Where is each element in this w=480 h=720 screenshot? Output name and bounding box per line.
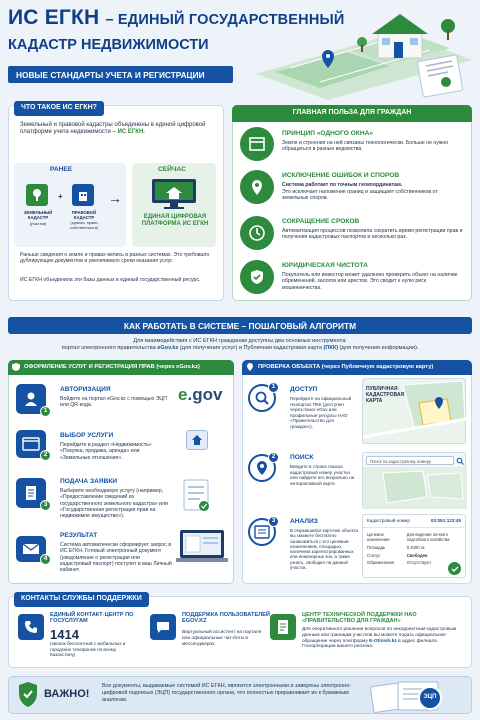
- map-label: ПУБЛИЧНАЯ КАДАСТРОВАЯ КАРТА: [366, 386, 405, 404]
- one-window-icon: [240, 127, 274, 161]
- left-step-2-title: ВЫБОР УСЛУГИ: [60, 432, 114, 439]
- support-document-icon: [270, 614, 296, 640]
- important-text: Все документы, выдаваемые системой ИС ЕГКН, являются электронными и заверены электронно-цифровой подписью (ЭЦП) государственного органа, что полностью приравнивает их к бумажным аналогам.: [102, 683, 351, 703]
- now-label: СЕЙЧАС: [158, 166, 186, 173]
- cadastre-search-input[interactable]: Поиск по кадастровому номеру: [366, 456, 454, 465]
- left-step-4-number: 4: [40, 554, 51, 565]
- table-row: Площадь 0,1000 га: [367, 544, 425, 550]
- before-label: РАНЕЕ: [50, 166, 73, 173]
- right-step-2-number: 2: [268, 452, 279, 463]
- platform-monitor-icon: [150, 177, 198, 211]
- e-otinish-link[interactable]: E-Otinish.kz: [369, 638, 397, 644]
- right-step-1-number: 1: [268, 382, 279, 393]
- contact-1-title: ЕДИНЫЙ КОНТАКТ-ЦЕНТР ПО ГОСУСЛУГАМ: [50, 612, 134, 625]
- contact-3-title: ЦЕНТР ТЕХНИЧЕСКОЙ ПОДДЕРЖКИ НАО «ПРАВИТЕЛЬСТВО ДЛЯ ГРАЖДАН»: [302, 612, 417, 625]
- table-row: Статус Свободен: [367, 552, 428, 558]
- important-label: ВАЖНО!: [44, 688, 90, 700]
- plus-sign: +: [58, 192, 63, 201]
- object-number-row: Кадастровый номер 03:051:123:45: [363, 515, 465, 528]
- left-step-3-title: ПОДАЧА ЗАЯВКИ: [60, 478, 118, 485]
- left-step-4-title: РЕЗУЛЬТАТ: [60, 532, 98, 539]
- table-row: Обременения Отсутствуют: [367, 560, 432, 566]
- what-is-title: ЧТО ТАКОЕ ИС ЕГКН?: [14, 101, 104, 116]
- benefit-4-text: Покупатель или инвестор может удаленно проверить объект на наличие обременений, залогов или арестов. Это сводит к нулю риск мошенничества.: [282, 272, 458, 291]
- what-para1: Раньше сведения о земле и правах велись в разных системах. Это требовало дублирующих документов и увеличивало сроки оказания услуг.: [20, 252, 210, 265]
- page-title-line2: КАДАСТР НЕДВИЖИМОСТИ: [8, 37, 209, 53]
- benefits-title: ГЛАВНАЯ ПОЛЬЗА ДЛЯ ГРАЖДАН: [232, 105, 472, 122]
- benefit-2-text: Это исключает наложение границ и защищает собственников от земельных споров.: [282, 189, 438, 202]
- left-step-4-text: Система автоматически сформирует запрос в ИС ЕГКН. Готовый электронный документ (уведомление о регистрации или кадастровый паспорт) поступит в ваш Личный кабинет.: [60, 542, 172, 574]
- shield-small-icon: [11, 362, 21, 372]
- legal-cadastre-sub: (здания, право собственности): [69, 220, 99, 230]
- shield-check-large-icon: [16, 680, 40, 710]
- how-title: КАК РАБОТАТЬ В СИСТЕМЕ – ПОШАГОВЫЙ АЛГОРИТМ: [8, 317, 472, 334]
- pin-small-icon: [245, 362, 255, 372]
- contact-1-text: (звонок бесплатный с мобильных и городских телефонов по всему Казахстану): [50, 641, 126, 658]
- arrow-icon: →: [108, 190, 122, 206]
- left-step-1-title: АВТОРИЗАЦИЯ: [60, 386, 111, 393]
- how-intro2: портал электронного правительства eGov.kz (для получения услуг) и Публичная кадастровая карта (ПКК) (для получения информации).: [61, 345, 419, 351]
- land-cadastre-sub: (участки): [29, 221, 47, 226]
- benefit-3-title: СОКРАЩЕНИЕ СРОКОВ: [282, 218, 360, 225]
- object-attributes-table: [363, 530, 465, 568]
- platform-label: ЕДИНАЯ ЦИФРОВАЯ ПЛАТФОРМА ИС ЕГКН: [141, 214, 209, 227]
- laptop-icon: [174, 528, 230, 568]
- left-step-2-text: Перейдите в раздел «Недвижимость» «Покупка, продажа, аренда» или «Земельные отношения».: [60, 442, 152, 461]
- legal-cadastre-label: ПРАВОВОЙ КАДАСТР: [71, 210, 97, 220]
- right-step-1-text: Перейдите на официальный геопортал ПКК (доступен через поиск eGov или профильные ресурсы НАО «Правительство для граждан»).: [290, 396, 352, 429]
- right-step-3-number: 3: [268, 516, 279, 527]
- right-step-3-text: В открывшейся карточке объекта вы сможете бесплатно ознакомиться с его целевым назначением, площадью, наличием зарегистрированных или инженерных зон, а также узнать, свободен ли данный участок.: [290, 528, 358, 571]
- benefit-2-title: ИСКЛЮЧЕНИЕ ОШИБОК И СПОРОВ: [282, 172, 400, 179]
- benefit-4-title: ЮРИДИЧЕСКАЯ ЧИСТОТА: [282, 262, 368, 269]
- ecp-badge: ЭЦП: [418, 686, 442, 710]
- form-mockup-icon: [182, 478, 212, 512]
- shield-check-icon: [240, 260, 274, 294]
- contacts-title: КОНТАКТЫ СЛУЖБЫ ПОДДЕРЖКИ: [14, 592, 149, 607]
- left-step-3-text: Выберите необходимую услугу (например, «Предоставление сведений из государственного земельного кадастра» или «Государственная регистрация прав на недвижимое имущество»).: [60, 488, 168, 520]
- contact-1-number: 1414: [50, 627, 79, 642]
- status-check-icon: [448, 562, 461, 575]
- title-rest: – ЕДИНЫЙ ГОСУДАРСТВЕННЫЙ: [105, 12, 345, 28]
- benefit-2-lead: Система работает по точным геокоординатам.: [282, 182, 403, 188]
- title-main: ИС ЕГКН: [8, 6, 100, 29]
- land-cadastre-icon: [26, 184, 48, 206]
- how-intro1: Для взаимодействия с ИС ЕГКН гражданам доступны два основных инструмента:: [133, 338, 347, 344]
- hero-illustration: [250, 2, 476, 102]
- right-step-2-text: Введите в строке поиска кадастровый номер участка или найдите его визуально на интерактивной карте.: [290, 464, 355, 486]
- egov-logo: e.gov: [178, 385, 223, 404]
- legal-cadastre-icon: [72, 184, 94, 206]
- clock-icon: [240, 216, 274, 250]
- house-tile-icon[interactable]: [186, 430, 208, 450]
- left-step-2-number: 2: [40, 450, 51, 461]
- what-intro: Земельный и правовой кадастры объединены в единой цифровой платформе учета недвижимости – ИС ЕГКН.: [20, 122, 206, 136]
- right-step-1-title: ДОСТУП: [290, 386, 318, 393]
- contact-3-text: Для оперативного решения вопросов по некорректным кадастровым данным или границам участков вы можете подать официальное обращение через платформу E-Otinish.kz в адрес филиала Госкорпорации вашего региона.: [302, 627, 457, 650]
- land-cadastre-label: ЗЕМЕЛЬНЫЙ КАДАСТР: [23, 210, 53, 220]
- chat-icon: [150, 614, 176, 640]
- left-step-1-text: Войдите на портал eGov.kz с помощью ЭЦП или QR-кода.: [60, 396, 167, 409]
- pkk-title: ПРОВЕРКА ОБЪЕКТА (через Публичную кадастровую карту): [242, 360, 472, 375]
- benefit-1-title: ПРИНЦИП «ОДНОГО ОКНА»: [282, 130, 374, 137]
- right-step-2-title: ПОИСК: [290, 454, 314, 461]
- table-row: Целевое назначение Для ведения личного подсобного хозяйства: [367, 531, 450, 543]
- location-check-icon: [240, 170, 274, 204]
- contact-2-text: Виртуальный ассистент на портале или официальные чат-боты в мессенджерах.: [182, 630, 262, 647]
- left-step-1-number: 1: [40, 406, 51, 417]
- search-icon[interactable]: [456, 457, 464, 465]
- left-step-3-number: 3: [40, 500, 51, 511]
- egov-title: ОФОРМЛЕНИЕ УСЛУГ И РЕГИСТРАЦИЯ ПРАВ (через eGov.kz): [8, 360, 234, 375]
- benefit-3-text: Автоматизация процессов позволила сократить время регистрации прав и получения кадастровых паспортов в несколько раз.: [282, 228, 463, 241]
- contact-2-title: ПОДДЕРЖКА ПОЛЬЗОВАТЕЛЕЙ EGOV.KZ: [182, 612, 270, 625]
- what-para2: ИС ЕГКН объединила эти базы данных в единый государственный ресурс.: [20, 277, 201, 283]
- right-step-3-title: АНАЛИЗ: [290, 518, 318, 525]
- phone-icon: [18, 614, 44, 640]
- benefit-1-text: Земля и строения на ней связаны технологически. Больше не нужно обращаться в разные ведомства.: [282, 140, 449, 153]
- subtitle-bar: НОВЫЕ СТАНДАРТЫ УЧЕТА И РЕГИСТРАЦИИ: [8, 66, 233, 83]
